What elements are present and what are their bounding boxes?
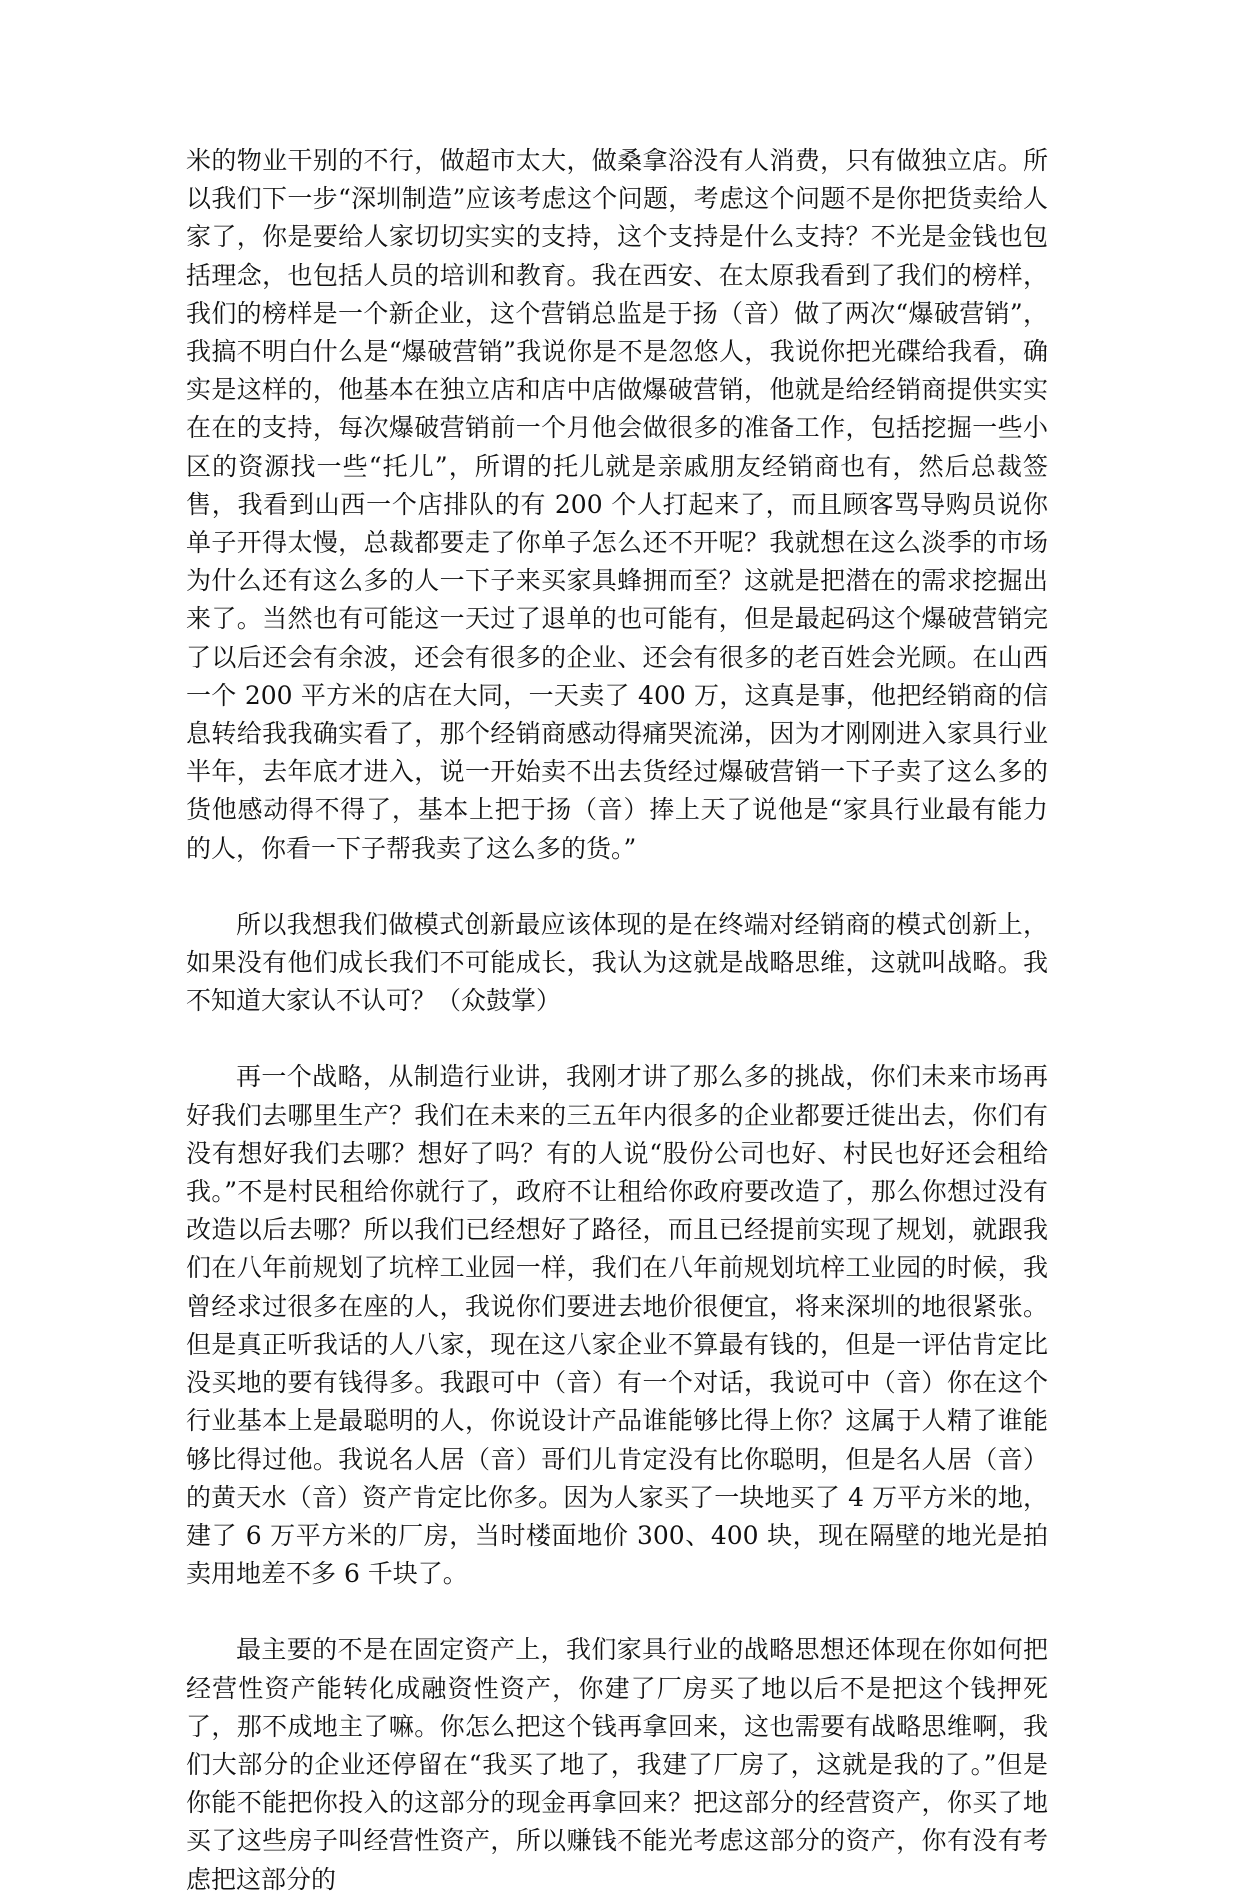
paragraph: 最主要的不是在固定资产上，我们家具行业的战略思想还体现在你如何把经营性资产能转化成融资性资产，你建了厂房买了地以后不是把这个钱押死了，那不成地主了嘛。你怎么把这个钱再拿回来，这也需要有战略思维啊，我们大部分的企业还停留在“我买了地了，我建了厂房了，这就是我的了。”但是你能不能把你投入的这部分的现金再拿回来？把这部分的经营资产，你买了地买了这些房子叫经营性资产，所以赚钱不能光考虑这部分的资产，你有没有考虑把这部分的 <box>186 1635 1048 1894</box>
document-body <box>186 142 1048 1899</box>
paragraph: 米的物业干别的不行，做超市太大，做桑拿浴没有人消费，只有做独立店。所以我们下一步“深圳制造”应该考虑这个问题，考虑这个问题不是你把货卖给人家了，你是要给人家切切实实的支持，这个支持是什么支持？不光是金钱也包括理念，也包括人员的培训和教育。我在西安、在太原我看到了我们的榜样，我们的榜样是一个新企业，这个营销总监是于扬（音）做了两次“爆破营销”，我搞不明白什么是“爆破营销”我说你是不是忽悠人，我说你把光碟给我看，确实是这样的，他基本在独立店和店中店做爆破营销，他就是给经销商提供实实在在的支持，每次爆破营销前一个月他会做很多的准备工作，包括挖掘一些小区的资源找一些“托儿”，所谓的托儿就是亲戚朋友经销商也有，然后总裁签售，我看到山西一个店排队的有 200 个人打起来了，而且顾客骂导购员说你单子开得太慢，总裁都要走了你单子怎么还不开呢？我就想在这么淡季的市场为什么还有这么多的人一下子来买家具蜂拥而至？这就是把潜在的需求挖掘出来了。当然也有可能这一天过了退单的也可能有，但是最起码这个爆破营销完了以后还会有余波，还会有很多的企业、还会有很多的老百姓会光顾。在山西一个 200 平方米的店在大同，一天卖了 400 万，这真是事，他把经销商的信息转给我我确实看了，那个经销商感动得痛哭流涕，因为才刚刚进入家具行业半年，去年底才进入，说一开始卖不出去货经过爆破营销一下子卖了这么多的货他感动得不得了，基本上把于扬（音）捧上天了说他是“家具行业最有能力的人，你看一下子帮我卖了这么多的货。” <box>186 146 1048 863</box>
paragraph: 再一个战略，从制造行业讲，我刚才讲了那么多的挑战，你们未来市场再好我们去哪里生产？我们在未来的三五年内很多的企业都要迁徙出去，你们有没有想好我们去哪？想好了吗？有的人说“股份公司也好、村民也好还会租给我。”不是村民租给你就行了，政府不让租给你政府要改造了，那么你想过没有改造以后去哪？所以我们已经想好了路径，而且已经提前实现了规划，就跟我们在八年前规划了坑梓工业园一样，我们在八年前规划坑梓工业园的时候，我曾经求过很多在座的人，我说你们要进去地价很便宜，将来深圳的地很紧张。但是真正听我话的人八家，现在这八家企业不算最有钱的，但是一评估肯定比没买地的要有钱得多。我跟可中（音）有一个对话，我说可中（音）你在这个行业基本上是最聪明的人，你说设计产品谁能够比得上你？这属于人精了谁能够比得过他。我说名人居（音）哥们儿肯定没有比你聪明，但是名人居（音）的黄天水（音）资产肯定比你多。因为人家买了一块地买了 4 万平方米的地，建了 6 万平方米的厂房，当时楼面地价 300、400 块，现在隔壁的地光是拍卖用地差不多 6 千块了。 <box>186 1062 1048 1589</box>
paragraph: 所以我想我们做模式创新最应该体现的是在终端对经销商的模式创新上，如果没有他们成长我们不可能成长，我认为这就是战略思维，这就叫战略。我不知道大家认不认可？（众鼓掌） <box>186 909 1048 1016</box>
